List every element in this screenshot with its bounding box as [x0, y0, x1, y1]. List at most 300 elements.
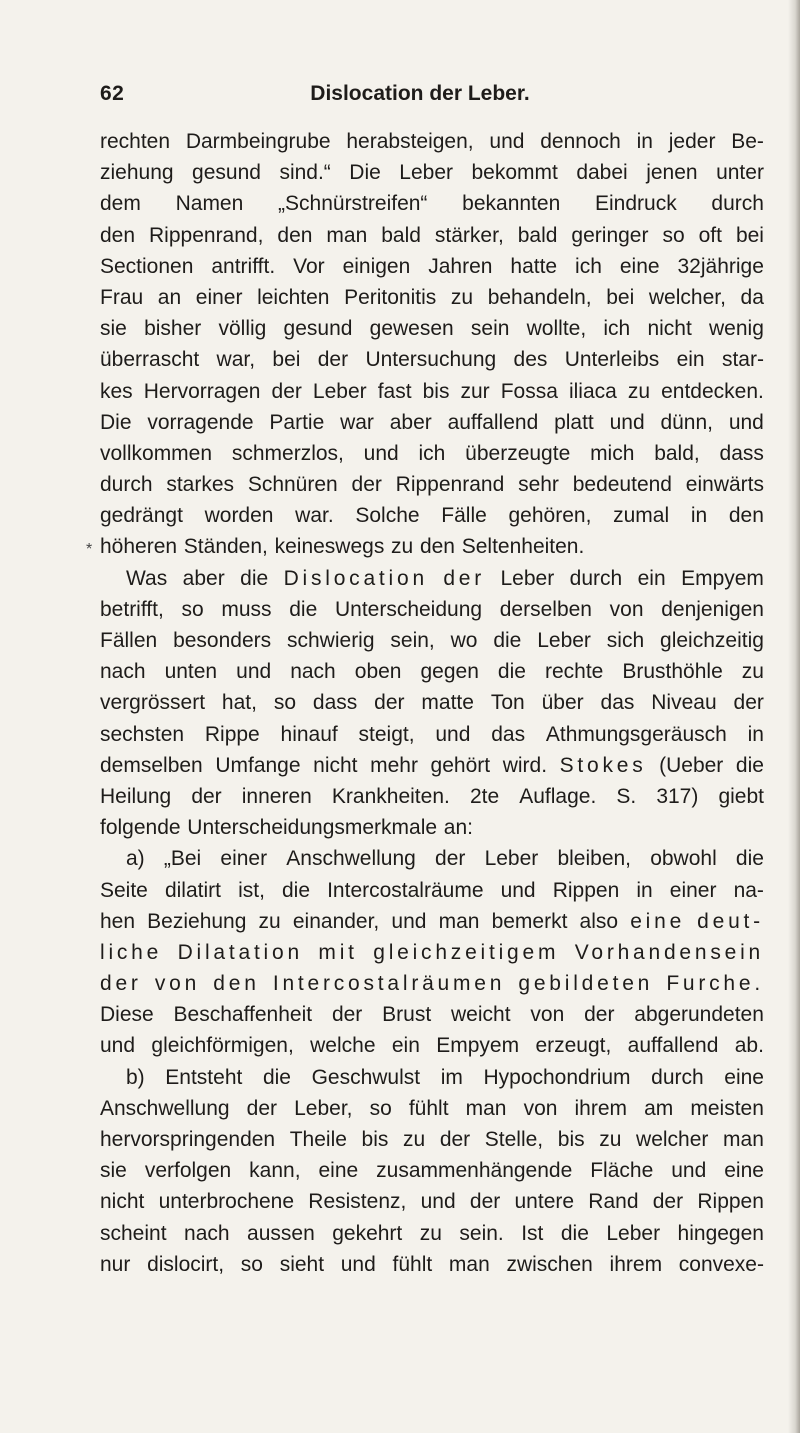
word: und [100, 1034, 136, 1058]
word: dennoch [540, 130, 621, 153]
word: nicht [647, 317, 692, 341]
word: muss [221, 597, 272, 621]
word: der [271, 379, 302, 403]
word: zu [599, 1128, 622, 1151]
word: des [513, 348, 548, 372]
word: der [191, 784, 222, 808]
word: Untersuchung [365, 348, 497, 372]
word: ab. [734, 1034, 764, 1058]
word: einander, [292, 909, 380, 933]
word: durch [651, 1065, 704, 1089]
word: und [489, 130, 525, 153]
word: deut- [697, 909, 764, 933]
word: herabsteigen, [346, 130, 474, 153]
word: in [636, 130, 653, 153]
word: der [435, 847, 466, 871]
word: unten [164, 660, 218, 684]
word: welcher, [648, 285, 726, 309]
word: Theile [289, 1128, 347, 1151]
word: platt [554, 410, 594, 434]
word: dem [100, 192, 141, 216]
word: nach [184, 1221, 230, 1245]
word: von [523, 1096, 558, 1120]
word: das [491, 722, 526, 746]
word: bleiben, [557, 847, 632, 871]
word: Resistenz, [308, 1190, 407, 1214]
word: Rippen [697, 1190, 764, 1214]
word: Leber [312, 379, 367, 403]
word: und [391, 909, 427, 933]
page-edge-shadow [788, 0, 800, 1433]
word: Namen [175, 192, 244, 216]
marginal-mark: * [86, 541, 93, 558]
word: ihrem [574, 1096, 628, 1120]
word: Unterscheidung [334, 597, 483, 621]
word: ziehung [100, 161, 174, 185]
word: zu [627, 379, 651, 403]
word: sich [606, 629, 645, 652]
word: und [435, 722, 471, 746]
word: kes [100, 379, 133, 403]
word: nicht [100, 1190, 145, 1214]
word: Stokes [559, 753, 647, 777]
word: der [584, 1003, 615, 1027]
word: sie [100, 1159, 127, 1183]
word: verfolgen [144, 1159, 232, 1183]
word: liche [100, 940, 163, 964]
word: nur [100, 1252, 131, 1276]
text-line [100, 220, 764, 251]
text-line [100, 1155, 764, 1186]
word: bei [272, 348, 301, 372]
word: man [448, 1252, 490, 1276]
word: betrifft, [100, 597, 164, 621]
word: bedeutend [572, 473, 672, 497]
word: Darmbeingrube [185, 130, 331, 153]
word: fast [377, 379, 412, 403]
word: inneren [241, 784, 312, 808]
text-line [100, 313, 764, 344]
word: S. [616, 784, 637, 808]
word: überzeugte [465, 441, 571, 465]
word: so [662, 223, 685, 247]
word: bekommt [471, 161, 558, 185]
word: und [609, 410, 645, 434]
text-line [100, 781, 764, 812]
word: zu [258, 909, 281, 933]
word: man [438, 909, 480, 933]
word: Brusthöhle [622, 660, 723, 684]
word: hat, [221, 691, 257, 715]
word: a) [126, 847, 145, 871]
word: Rippenrand [395, 473, 505, 497]
word: und [500, 878, 536, 902]
word: wo [450, 629, 478, 652]
word: und [363, 441, 399, 465]
word: (Ueber [659, 753, 724, 777]
word: von [154, 972, 201, 996]
word: Brust [382, 1003, 432, 1027]
word: Empyem [681, 566, 764, 590]
word: bisher [144, 317, 202, 341]
word: einwärts [685, 473, 764, 497]
word: Furche. [666, 972, 764, 996]
word: Anschwellung [100, 1096, 230, 1120]
word: ich [418, 441, 446, 465]
word: hatte [510, 254, 558, 278]
word: die [493, 629, 522, 652]
word: abgerundeten [634, 1003, 764, 1027]
word: „Bei [163, 847, 202, 871]
text-line [100, 376, 764, 407]
word: Rippe [204, 722, 260, 746]
word: steigt, [358, 722, 415, 746]
word: 317) [656, 784, 699, 808]
word: also [579, 909, 619, 933]
word: so [181, 597, 204, 621]
word: Stelle, [484, 1128, 544, 1151]
text-line [100, 1124, 764, 1155]
text-line [100, 968, 764, 999]
word: Die [349, 161, 381, 185]
word: jenen [646, 161, 698, 185]
text-line [100, 843, 764, 874]
word: bekannten [462, 192, 561, 216]
word: einigen [342, 254, 411, 278]
word: ist, [238, 878, 265, 902]
word: geringer [571, 223, 649, 247]
text-line [100, 438, 764, 469]
word: giebt [718, 784, 764, 808]
word: eine [630, 909, 686, 933]
word: Solche [355, 504, 420, 528]
text-line [100, 687, 764, 718]
word: einer [195, 285, 243, 309]
text-line [100, 1093, 764, 1124]
word: sein. [459, 1221, 504, 1245]
word: so [240, 1252, 263, 1276]
word: von [609, 597, 644, 621]
word: 2te [469, 784, 500, 808]
word: an: [443, 816, 473, 840]
text-line [100, 1218, 764, 1249]
word: zwischen [506, 1252, 593, 1276]
word: Sectionen [100, 254, 194, 278]
word: Krankheiten. [331, 784, 450, 808]
word: hen [100, 909, 136, 933]
word: Eindruck [594, 192, 677, 216]
text-line [100, 719, 764, 750]
word: Ist [521, 1221, 544, 1245]
word: gebildeten [518, 972, 654, 996]
word: Athmungsgeräusch [545, 722, 727, 746]
text-line [100, 656, 764, 687]
word: vorragende [147, 410, 254, 434]
word: und [420, 1190, 456, 1214]
word: in [747, 722, 764, 746]
word: gleichzeitigem [373, 940, 560, 964]
word: dass [312, 691, 358, 715]
word: Intercostalräumen [272, 972, 506, 996]
word: vergrössert [100, 691, 206, 715]
word: Geschwulst [311, 1065, 421, 1089]
word: oft [698, 223, 722, 247]
word: Peritonitis [344, 285, 437, 309]
word: zur [460, 379, 490, 403]
text-line [100, 407, 764, 438]
word: durch [100, 473, 153, 497]
word: dilatirt [164, 878, 221, 902]
word: welcher [636, 1128, 709, 1151]
word: leichten [257, 285, 330, 309]
word: aussen [247, 1221, 315, 1245]
word: matte [421, 691, 474, 715]
word: besonders [173, 629, 272, 652]
word: der [374, 691, 405, 715]
word: zu [403, 1128, 426, 1151]
word: ein [637, 566, 666, 590]
word: der [317, 348, 349, 372]
text-line [100, 344, 764, 375]
word: bis [361, 1128, 389, 1151]
word: Was [126, 566, 168, 590]
word: ein [391, 1034, 420, 1058]
word: convexe- [678, 1252, 764, 1276]
word: in [690, 504, 708, 528]
word: folgende [100, 816, 181, 840]
word: völlig [218, 317, 267, 341]
word: die [560, 1221, 589, 1245]
page-header [100, 82, 740, 112]
text-line [100, 906, 764, 937]
text-line [100, 563, 764, 594]
word: bald [517, 223, 558, 247]
word: Frau [100, 285, 144, 309]
word: zu [391, 535, 414, 559]
word: und [728, 410, 764, 434]
word: Be- [731, 130, 764, 153]
word: Die [100, 410, 132, 434]
word: war, [216, 348, 256, 372]
word: so [273, 691, 297, 715]
word: Diese [100, 1003, 154, 1027]
word: dislocirt, [147, 1252, 225, 1276]
word: sind.“ [279, 161, 331, 185]
word: zu [419, 1221, 442, 1245]
word: demselben [100, 753, 203, 777]
word: „Schnürstreifen“ [278, 192, 428, 216]
word: zu [741, 660, 764, 684]
word: der [733, 691, 764, 715]
word: Anschwellung [286, 847, 416, 871]
word: na- [733, 878, 764, 902]
word: höheren [100, 535, 178, 559]
word: zu [450, 285, 474, 309]
word: Seite [100, 878, 148, 902]
word: der [246, 1096, 278, 1120]
word: Ständen, [183, 535, 268, 559]
text-line [100, 750, 764, 781]
word: Fläche [590, 1159, 654, 1183]
word: Jahren [428, 254, 493, 278]
word: gleichförmigen, [151, 1034, 294, 1058]
word: so [369, 1096, 392, 1120]
word: Dilatation [177, 940, 303, 964]
word: stärker, [434, 223, 504, 247]
word: der [469, 1190, 501, 1214]
word: denjenigen [661, 597, 764, 621]
word: war [340, 410, 374, 434]
word: Niveau [651, 691, 717, 715]
word: unter [716, 161, 764, 185]
word: keineswegs [274, 535, 385, 559]
word: behandeln, [487, 285, 592, 309]
word: im [440, 1065, 463, 1089]
word: da [740, 285, 764, 309]
word: Leber [606, 1221, 661, 1245]
word: gegen [420, 660, 479, 684]
text-line [100, 1030, 764, 1061]
word: fühlt [392, 1252, 433, 1276]
word: Unterscheidungsmerkmale [187, 816, 438, 840]
word: 32jährige [677, 254, 764, 278]
word: Empyem [436, 1034, 520, 1058]
word: und [236, 660, 272, 684]
text-line [100, 500, 764, 531]
word: Heilung [100, 784, 172, 808]
word: bei [735, 223, 764, 247]
word: derselben [499, 597, 592, 621]
word: gesund [283, 317, 353, 341]
word: wenig [709, 317, 764, 341]
running-title: Dislocation der Leber. [310, 82, 530, 105]
word: der [351, 473, 382, 497]
word: der [100, 972, 142, 996]
word: den [100, 223, 136, 247]
word: zumal [613, 504, 670, 528]
word: der [443, 566, 486, 590]
word: Fällen [100, 629, 158, 652]
word: sieht [279, 1252, 325, 1276]
word: einer [220, 847, 268, 871]
word: überrascht [100, 348, 200, 372]
word: gesund [192, 161, 261, 185]
word: die [240, 566, 269, 590]
word: den [277, 223, 313, 247]
word: Fälle [441, 504, 487, 528]
word: welche [310, 1034, 376, 1058]
word: dass [719, 441, 764, 465]
word: kann, [249, 1159, 301, 1183]
word: oben [354, 660, 402, 684]
word: sechsten [100, 722, 185, 746]
word: Entsteht [165, 1065, 243, 1089]
word: die [289, 597, 318, 621]
text-line [100, 126, 764, 157]
word: rechte [544, 660, 604, 684]
word: am [644, 1096, 674, 1120]
word: die [735, 753, 764, 777]
word: wollte, [526, 317, 587, 341]
word: durch [711, 192, 764, 216]
word: der [331, 1003, 363, 1027]
word: auffallend [447, 410, 539, 434]
word: mehr [370, 753, 418, 777]
word: erzeugt, [535, 1034, 612, 1058]
word: Beziehung [147, 909, 247, 933]
word: bis [422, 379, 450, 403]
page-number: 62 [100, 82, 125, 105]
word: antrifft. [211, 254, 276, 278]
word: einer [669, 878, 717, 902]
word: die [281, 878, 311, 902]
word: mich [590, 441, 635, 465]
word: nach [290, 660, 336, 684]
text-line [100, 937, 764, 968]
word: sie [100, 317, 127, 341]
word: Leber [500, 566, 555, 590]
word: Leber [537, 629, 591, 652]
word: nicht [313, 753, 358, 777]
word: man [723, 1128, 764, 1151]
word: entdecken. [661, 379, 764, 403]
word: man [326, 223, 368, 247]
word: sehr [518, 473, 559, 497]
word: gehört [430, 753, 491, 777]
word: sein [470, 317, 510, 341]
word: das [600, 691, 635, 715]
word: der [652, 1190, 684, 1214]
word: von [530, 1003, 565, 1027]
word: vollkommen [100, 441, 213, 465]
word: wird. [502, 753, 548, 777]
word: ich [603, 317, 631, 341]
word: Rand [588, 1190, 639, 1214]
word: über [541, 691, 584, 715]
word: eine [724, 1065, 764, 1089]
word: gedrängt [100, 504, 183, 528]
word: den [728, 504, 764, 528]
word: Schnüren [247, 473, 338, 497]
word: hinauf [280, 722, 338, 746]
word: gewesen [369, 317, 454, 341]
word: b) [126, 1065, 145, 1089]
word: eine [724, 1159, 764, 1183]
word: zusammenhängende [376, 1159, 573, 1183]
word: jeder [668, 130, 716, 153]
word: gehören, [508, 504, 592, 528]
word: ich [575, 254, 602, 278]
word: und [340, 1252, 376, 1276]
word: bei [606, 285, 635, 309]
word: Leber [484, 847, 539, 871]
word: den [213, 972, 260, 996]
word: der [439, 1128, 471, 1151]
word: aber [182, 566, 225, 590]
word: rechten [100, 130, 171, 153]
text-line [100, 157, 764, 188]
text-line [100, 469, 764, 500]
word: Hervorragen [143, 379, 261, 403]
word: Vor [293, 254, 325, 278]
text-line [100, 282, 764, 313]
word: obwohl [650, 847, 717, 871]
word: Intercostalräume [327, 878, 484, 902]
text-line [100, 531, 764, 562]
word: Rippen [552, 878, 620, 902]
word: auffallend [627, 1034, 719, 1058]
word: in [636, 878, 653, 902]
